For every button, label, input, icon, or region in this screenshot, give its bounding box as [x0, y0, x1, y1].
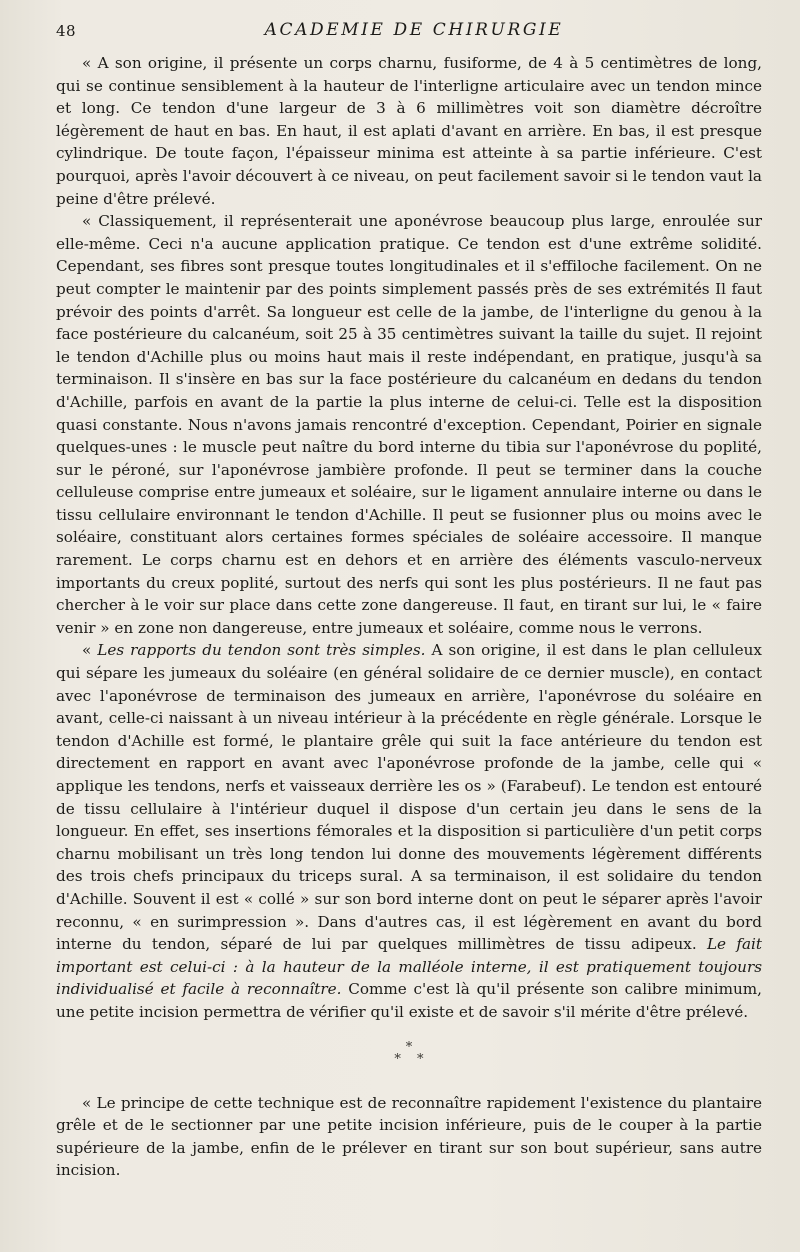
body-text: [56, 52, 762, 1182]
italic-phrase-relations: Les rapports du tendon sont très simples.: [97, 641, 426, 660]
italic-phrase-important-fact: Le fait important est celui-ci : à la hauteur de la malléole interne, il est pratiquement toujours individualisé et facile à reconnaître.: [56, 935, 762, 999]
paragraph-relations-text: A son origine, il est dans le plan celluleux qui sépare les jumeaux du soléaire (en général solidaire de ce dernier muscle), en contact avec l'aponévrose de terminaison des jumeaux en arrière, l'aponévrose du soléaire en avant, celle-ci naissant à un niveau intérieur à la précédente en règle générale. Lorsque le tendon d'Achille est formé, le plantaire grêle qui suit la face antérieure du tendon est directement en rapport en avant avec l'aponévrose profonde de la jambe, celle qui « applique les tendons, nerfs et vaisseaux derrière les os » (Farabeuf). Le tendon est entouré de tissu cellulaire à l'intérieur duquel il dispose d'un certain jeu dans le sens de la longueur. En effet, ses insertions fémorales et la disposition si particulière d'un petit corps charnu mobilisant un très long tendon lui donne des mouvements légèrement différents des trois chefs principaux du triceps sural. A sa terminaison, il est solidaire du tendon d'Achille. Souvent il est « collé » sur son bord interne dont on peut le séparer après l'avoir reconnu, « en surimpression ». Dans d'autres cas, il est légèrement en avant du bord interne du tendon, séparé de lui par quelques millimètres de tissu adipeux.: [56, 641, 762, 954]
separator-top-star: *: [405, 1039, 413, 1055]
running-title: ACADEMIE DE CHIRURGIE: [264, 20, 564, 40]
paragraph-relations-end: Comme c'est là qu'il présente son calibre minimum, une petite incision permettra de vérifier qu'il existe et de savoir s'il mérite d'être prélevé.: [56, 980, 762, 1021]
paragraph-open-quote: «: [82, 641, 98, 660]
paragraph-tendon-relations: [56, 639, 762, 1023]
section-separator: [56, 1039, 762, 1067]
page-number: 48: [56, 22, 77, 40]
page-header: [56, 16, 762, 52]
separator-bottom-stars: * *: [394, 1051, 430, 1067]
paragraph-classical-description: « Classiquement, il représenterait une aponévrose beaucoup plus large, enroulée sur elle-même. Ceci n'a aucune application pratique. Ce tendon est d'une extrême solidité. Cependant, ses fibres sont presque toutes longitudinales et il s'effiloche facilement. On ne peut compter le maintenir par des points simplement passés près de ses extrémités Il faut prévoir des points d'arrêt. Sa longueur est celle de la jambe, de l'interligne du genou à la face postérieure du calcanéum, soit 25 à 35 centimètres suivant la taille du sujet. Il rejoint le tendon d'Achille plus ou moins haut mais il reste indépendant, en pratique, jusqu'à sa terminaison. Il s'insère en bas sur la face postérieure du calcanéum en dedans du tendon d'Achille, parfois en avant de la partie la plus interne de celui-ci. Telle est la disposition quasi constante. Nous n'avons jamais rencontré d'exception. Cependant, Poirier en signale quelques-unes : le muscle peut naître du bord interne du tibia sur l'aponévrose du poplité, sur le péroné, sur l'aponévrose jambière profonde. Il peut se terminer dans la couche celluleuse comprise entre jumeaux et soléaire, sur le ligament annulaire interne ou dans le tissu cellulaire environnant le tendon d'Achille. Il peut se fusionner plus ou moins avec le soléaire, constituant alors certaines formes spéciales de soléaire accessoire. Il manque rarement. Le corps charnu est en dehors et en arrière des éléments vasculo-nerveux importants du creux poplité, surtout des nerfs qui sont les plus postérieurs. Il ne faut pas chercher à le voir sur place dans cette zone dangereuse. Il faut, en tirant sur lui, le « faire venir » en zone non dangereuse, entre jumeaux et soléaire, comme nous le verrons.: [56, 212, 762, 637]
paragraph-technique-principle: « Le principe de cette technique est de reconnaître rapidement l'existence du plantaire grêle et de le sectionner par une petite incision inférieure, puis de le couper à la partie supérieure de la jambe, enfin de le prélever en tirant sur son bout supérieur, sans autre incision.: [56, 1093, 762, 1180]
paragraph-origin: « A son origine, il présente un corps charnu, fusiforme, de 4 à 5 centimètres de long, qui se continue sensiblement à la hauteur de l'interligne articulaire avec un tendon mince et long. Ce tendon d'une largeur de 3 à 6 millimètres voit son diamètre décroître légèrement de haut en bas. En haut, il est aplati d'avant en arrière. En bas, il est presque cylindrique. De toute façon, l'épaisseur minima est atteinte à sa partie inférieure. C'est pourquoi, après l'avoir découvert à ce niveau, on peut facilement savoir si le tendon vaut la peine d'être prélevé.: [56, 54, 762, 208]
